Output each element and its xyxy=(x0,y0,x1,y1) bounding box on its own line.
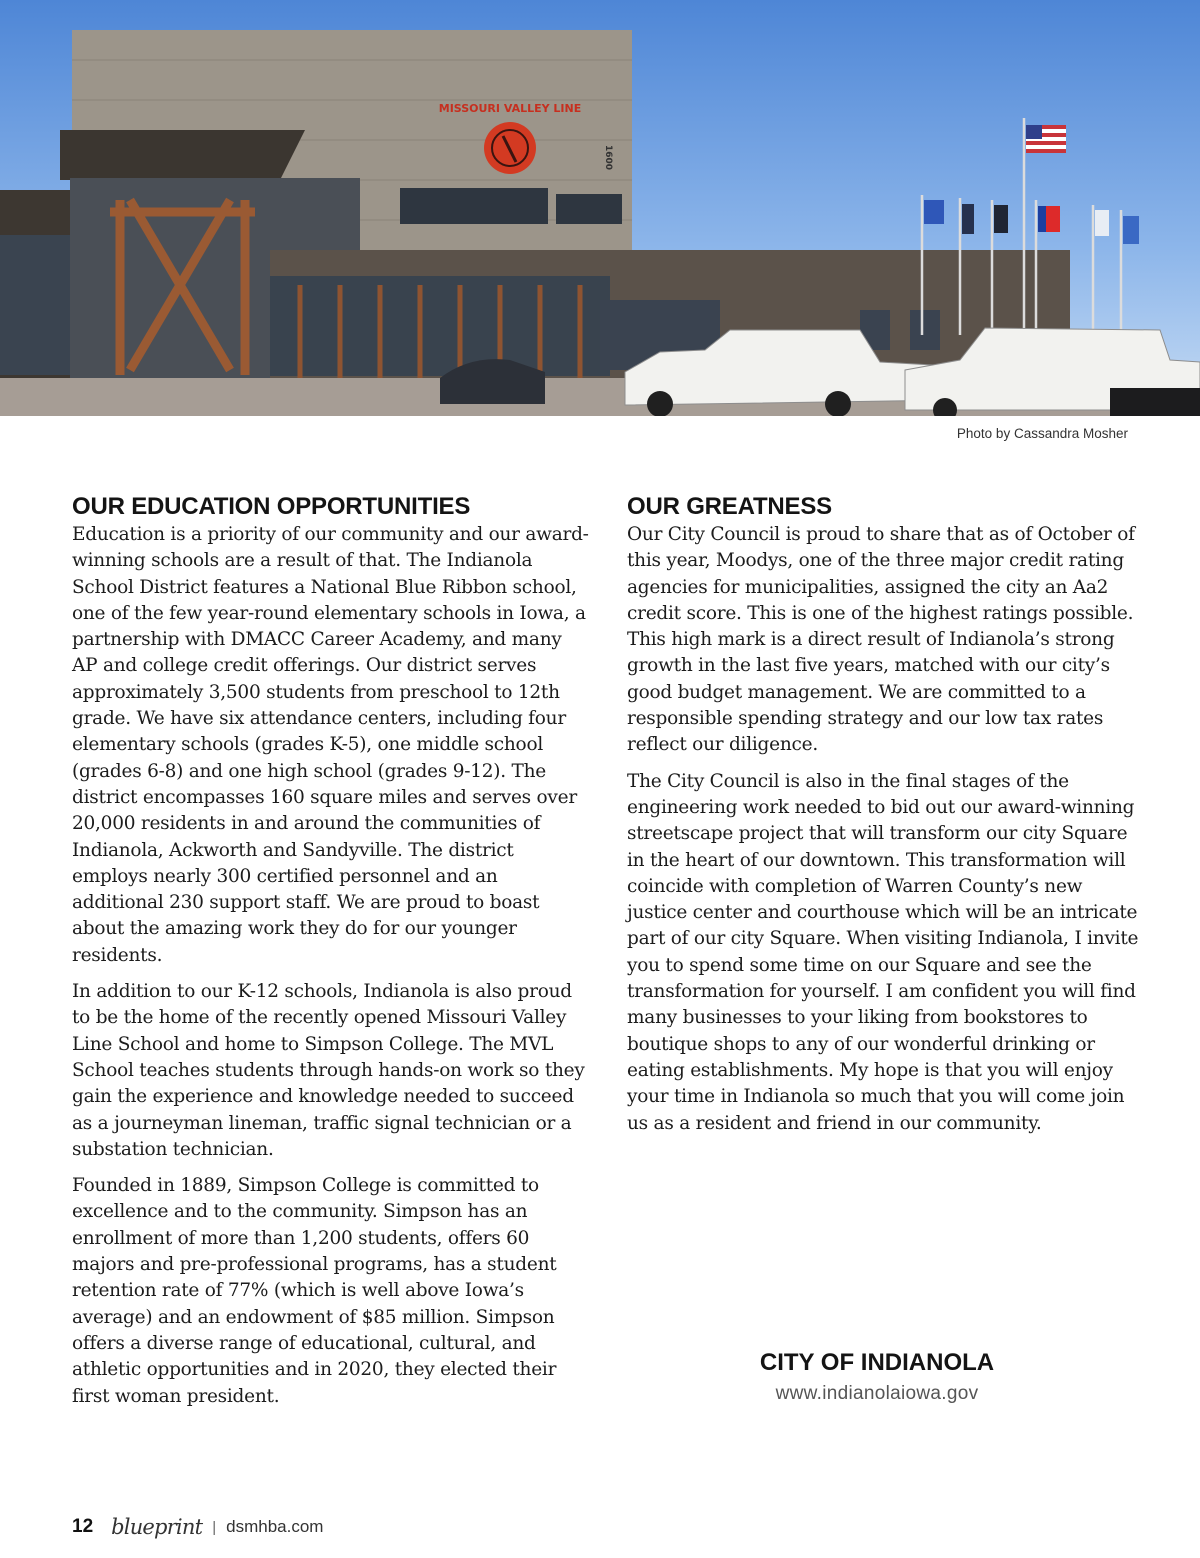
education-paragraph-2: In addition to our K-12 schools, Indianola is also proud to be the home of the recently opened Missouri Valley Line School and home to Simpson College. The MVL School teaches students through hands-on work so they gain the experience and knowledge needed to succeed as a journeyman lineman, traffic signal technician or a substation technician. xyxy=(72,981,585,1160)
greatness-column xyxy=(627,492,1142,1147)
footer-separator: | xyxy=(212,1518,217,1536)
education-paragraph-3: Founded in 1889, Simpson College is committed to excellence and to the community. Simpson has an enrollment of more than 1,200 students, offers 60 majors and pre-professional programs, has a student retention rate of 77% (which is well above Iowa’s average) and an endowment of $85 million. Simpson offers a diverse range of educational, cultural, and athletic opportunities and in 2020, they elected their first woman president. xyxy=(72,1175,557,1407)
signature-url[interactable]: www.indianolaiowa.gov xyxy=(775,1383,979,1404)
greatness-paragraph-2: The City Council is also in the final stages of the engineering work needed to bid out our award-winning streetscape project that will transform our city Square in the heart of our downtown. This transformation will coincide with completion of Warren County’s new justice center and courthouse which will be an intricate part of our city Square. When visiting Indianola, I invite you to spend some time on our Square and see the transformation for yourself. I am confident you will find many businesses to your liking from bookstores to boutique shops to any of our wonderful drinking or eating establishments. My hope is that you will enjoy your time in Indianola so much that you will come join us as a resident and friend in our community. xyxy=(627,770,1139,1134)
greatness-paragraph-1: Our City Council is proud to share that as of October of this year, Moodys, one of the three major credit rating agencies for municipalities, assigned the city an Aa2 credit score. This is one of the highest ratings possible. This high mark is a direct result of Indianola’s strong growth in the last five years, matched with our city’s good budget management. We are committed to a responsible spending strategy and our low tax rates reflect our diligence. xyxy=(627,524,1135,756)
building-photo-illustration xyxy=(0,0,1200,416)
blueprint-logo: blueprint xyxy=(111,1515,203,1539)
page-number: 12 xyxy=(72,1516,94,1537)
education-heading: OUR EDUCATION OPPORTUNITIES xyxy=(72,493,471,520)
education-column xyxy=(72,492,592,1420)
photo-credit: Photo by Cassandra Mosher xyxy=(956,426,1128,441)
greatness-heading: OUR GREATNESS xyxy=(627,493,832,520)
american-flag xyxy=(1026,125,1066,153)
building-sign-text: MISSOURI VALLEY LINE xyxy=(438,102,582,115)
signature-block xyxy=(627,1346,1127,1408)
signature-org: CITY OF INDIANOLA xyxy=(759,1349,995,1376)
footer-site-link[interactable]: dsmhba.com xyxy=(226,1517,324,1536)
education-paragraph-1: Education is a priority of our community and our award-winning schools are a result of that. The Indianola School District features a National Blue Ribbon school, one of the few year-round elementary schools in Iowa, a partnership with DMACC Career Academy, and many AP and college credit offerings. Our district serves approximately 3,500 students from preschool to 12th grade. We have six attendance centers, including four elementary schools (grades K-5), one middle school (grades 6-8) and one high school (grades 9-12). The district encompasses 160 square miles and serves over 20,000 residents in and around the communities of Indianola, Ackworth and Sandyville. The district employs nearly 300 certified personnel and an additional 230 support staff. We are proud to boast about the amazing work they do for our younger residents. xyxy=(72,524,589,966)
page-footer xyxy=(72,1512,323,1542)
address-number: 1600 xyxy=(603,145,613,171)
hero-photo xyxy=(0,0,1200,416)
